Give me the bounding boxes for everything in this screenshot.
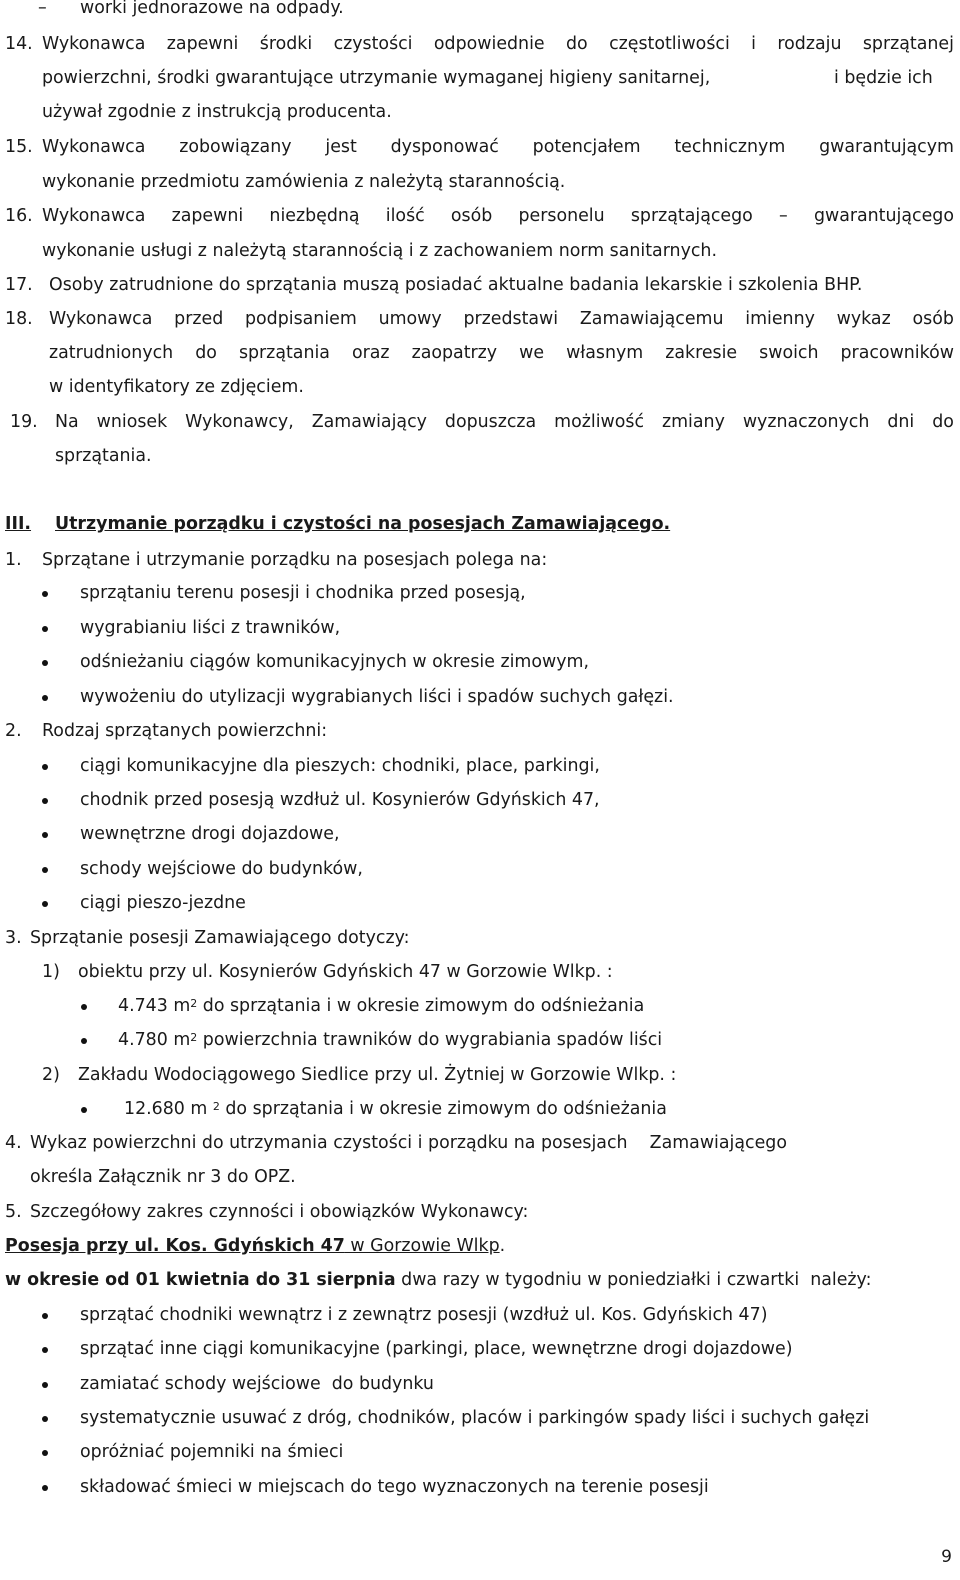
word: osób [450,206,493,226]
bullet-icon [42,901,48,907]
item-14-line2a: powierzchni, środki gwarantujące utrzymanie wymaganej higieny sanitarnej, [42,68,711,88]
word: odpowiednie [433,34,545,54]
word: umowy [378,309,442,329]
period-line: w okresie od 01 kwietnia do 31 sierpnia dwa razy w tygodniu w poniedziałki i czwartki należy: [5,1270,872,1290]
item-18-line2 [49,342,954,364]
dash-marker: – [38,0,47,18]
word: Wykonawca [49,309,153,329]
bullet-icon [42,695,48,701]
section-title: Utrzymanie porządku i czystości na posesjach Zamawiającego. [55,514,671,534]
word: środki [259,34,313,54]
item-number: 15. [5,137,33,157]
word: dysponować [390,137,499,157]
word: wyznaczonych [742,412,870,432]
item-16-line2: wykonanie usługi z należytą starannością i z zachowaniem norm sanitarnych. [42,241,717,261]
word: technicznym [674,137,786,157]
item-number: 17. [5,275,33,295]
bullet-icon [42,867,48,873]
word: wniosek [96,412,168,432]
item-18-line3: w identyfikatory ze zdjęciem. [49,377,304,397]
item-18-line1 [49,308,954,330]
bullet-icon [42,832,48,838]
item-14-line2b: i będzie ich [834,68,933,88]
item-19-line2: sprzątania. [55,446,152,466]
word: imienny [745,309,815,329]
page-number: 9 [941,1547,952,1567]
word: dopuszcza [444,412,537,432]
word: oraz [351,343,390,363]
sub-item-text: Zakładu Wodociągowego Siedlice przy ul. Żytniej w Gorzowie Wlkp. : [78,1065,677,1085]
item-number: 14. [5,34,33,54]
word: – [779,206,788,226]
item-number: 16. [5,206,33,226]
bullet-icon [42,764,48,770]
list-item: sprzątaniu terenu posesji i chodnika przed posesją, [80,583,526,603]
bullet-icon [81,1038,87,1044]
word: i [751,34,756,54]
word: zakresie [665,343,738,363]
word: swoich [759,343,819,363]
word: Na [55,412,79,432]
word: zaopatrzy [411,343,498,363]
word: gwarantującego [813,206,954,226]
list-item: zamiatać schody wejściowe do budynku [80,1374,434,1394]
list-item: wywożeniu do utylizacji wygrabianych liści i spadów suchych gałęzi. [80,687,674,707]
subsection-4-text: Wykaz powierzchni do utrzymania czystości i porządku na posesjach Zamawiającego [30,1133,787,1153]
bullet-icon [81,1004,87,1010]
item-number: 18. [5,309,33,329]
list-item: ciągi komunikacyjne dla pieszych: chodniki, place, parkingi, [80,756,600,776]
subsection-2-text: Rodzaj sprzątanych powierzchni: [42,721,328,741]
word: Wykonawca [42,34,146,54]
posesja-heading: Posesja przy ul. Kos. Gdyńskich 47 w Gorzowie Wlkp. [5,1236,506,1256]
word: podpisaniem [245,309,357,329]
word: wykaz [836,309,891,329]
list-item: ciągi pieszo-jezdne [80,893,246,913]
item-number: 2. [5,721,22,741]
bullet-icon [81,1107,87,1113]
section-roman: III. [5,514,32,534]
word: sprzątanej [862,34,954,54]
list-item: schody wejściowe do budynków, [80,859,363,879]
word: częstotliwości [609,34,730,54]
word: czystości [333,34,413,54]
word: rodzaju [777,34,842,54]
word: Zamawiający [311,412,427,432]
word: Wykonawcy, [185,412,294,432]
list-item: wewnętrzne drogi dojazdowe, [80,824,340,844]
word: Wykonawca [42,137,146,157]
bullet-icon [42,626,48,632]
bullet-icon [42,798,48,804]
bullet-icon [42,1347,48,1353]
list-item: worki jednorazowe na odpady. [80,0,344,18]
word: dni [887,412,915,432]
bullet-icon [42,1313,48,1319]
word: ilość [385,206,425,226]
word: do [566,34,588,54]
bullet-icon [42,1450,48,1456]
item-number: 5. [5,1202,22,1222]
list-item: 4.743 $m^2$ do sprzątania i w okresie zimowym do odśnieżania [118,996,645,1016]
bullet-icon [42,1382,48,1388]
subsection-4-line2: określa Załącznik nr 3 do OPZ. [30,1167,296,1187]
word: do [195,343,217,363]
word: przed [174,309,224,329]
item-19-line1 [55,411,954,433]
word: sprzątania [238,343,330,363]
word: pracowników [840,343,954,363]
sub-item-text: obiektu przy ul. Kosynierów Gdyńskich 47 w Gorzowie Wlkp. : [78,962,613,982]
word: personelu [518,206,605,226]
list-item: sprzątać inne ciągi komunikacyjne (parkingi, place, wewnętrzne drogi dojazdowe) [80,1339,793,1359]
word: zobowiązany [179,137,292,157]
list-item: składować śmieci w miejscach do tego wyznaczonych na terenie posesji [80,1477,709,1497]
item-17-text: Osoby zatrudnione do sprzątania muszą posiadać aktualne badania lekarskie i szkolenia BHP. [49,275,863,295]
word: jest [325,137,357,157]
subsection-1-text: Sprzątane i utrzymanie porządku na posesjach polega na: [42,550,548,570]
word: przedstawi [463,309,559,329]
list-item: odśnieżaniu ciągów komunikacyjnych w okresie zimowym, [80,652,589,672]
item-15-line1 [42,136,954,158]
item-number: 1) [42,962,60,982]
word: niezbędną [269,206,360,226]
list-item: systematycznie usuwać z dróg, chodników, placów i parkingów spady liści i suchych gałęzi [80,1408,870,1428]
list-item: sprzątać chodniki wewnątrz i z zewnątrz posesji (wzdłuż ul. Kos. Gdyńskich 47) [80,1305,768,1325]
word: do [932,412,954,432]
item-number: 4. [5,1133,22,1153]
word: gwarantującym [819,137,954,157]
bullet-icon [42,1485,48,1491]
list-item: opróżniać pojemniki na śmieci [80,1442,344,1462]
word: zapewni [166,34,239,54]
item-16-line1 [42,205,954,227]
word: Wykonawca [42,206,146,226]
item-14-line1 [42,33,954,55]
list-item: 12.680 m $^2$ do sprzątania i w okresie zimowym do odśnieżania [124,1099,667,1119]
bullet-icon [42,1416,48,1422]
word: we [519,343,545,363]
list-item: 4.780 $m^2$ powierzchnia trawników do wygrabiania spadów liści [118,1030,663,1050]
subsection-5-text: Szczegółowy zakres czynności i obowiązków Wykonawcy: [30,1202,529,1222]
list-item: chodnik przed posesją wzdłuż ul. Kosynierów Gdyńskich 47, [80,790,600,810]
item-number: 1. [5,550,22,570]
word: sprzątającego [630,206,753,226]
item-number: 2) [42,1065,60,1085]
item-15-line2: wykonanie przedmiotu zamówienia z należytą starannością. [42,172,566,192]
word: zatrudnionych [49,343,174,363]
bullet-icon [42,660,48,666]
word: zapewni [171,206,244,226]
word: własnym [566,343,644,363]
word: potencjałem [532,137,641,157]
bullet-icon [42,591,48,597]
item-number: 3. [5,928,22,948]
word: zmiany [661,412,725,432]
list-item: wygrabianiu liści z trawników, [80,618,341,638]
item-number: 19. [10,412,38,432]
item-14-line3: używał zgodnie z instrukcją producenta. [42,102,392,122]
word: osób [912,309,954,329]
subsection-3-text: Sprzątanie posesji Zamawiającego dotyczy: [30,928,410,948]
word: możliwość [554,412,645,432]
word: Zamawiającemu [579,309,724,329]
